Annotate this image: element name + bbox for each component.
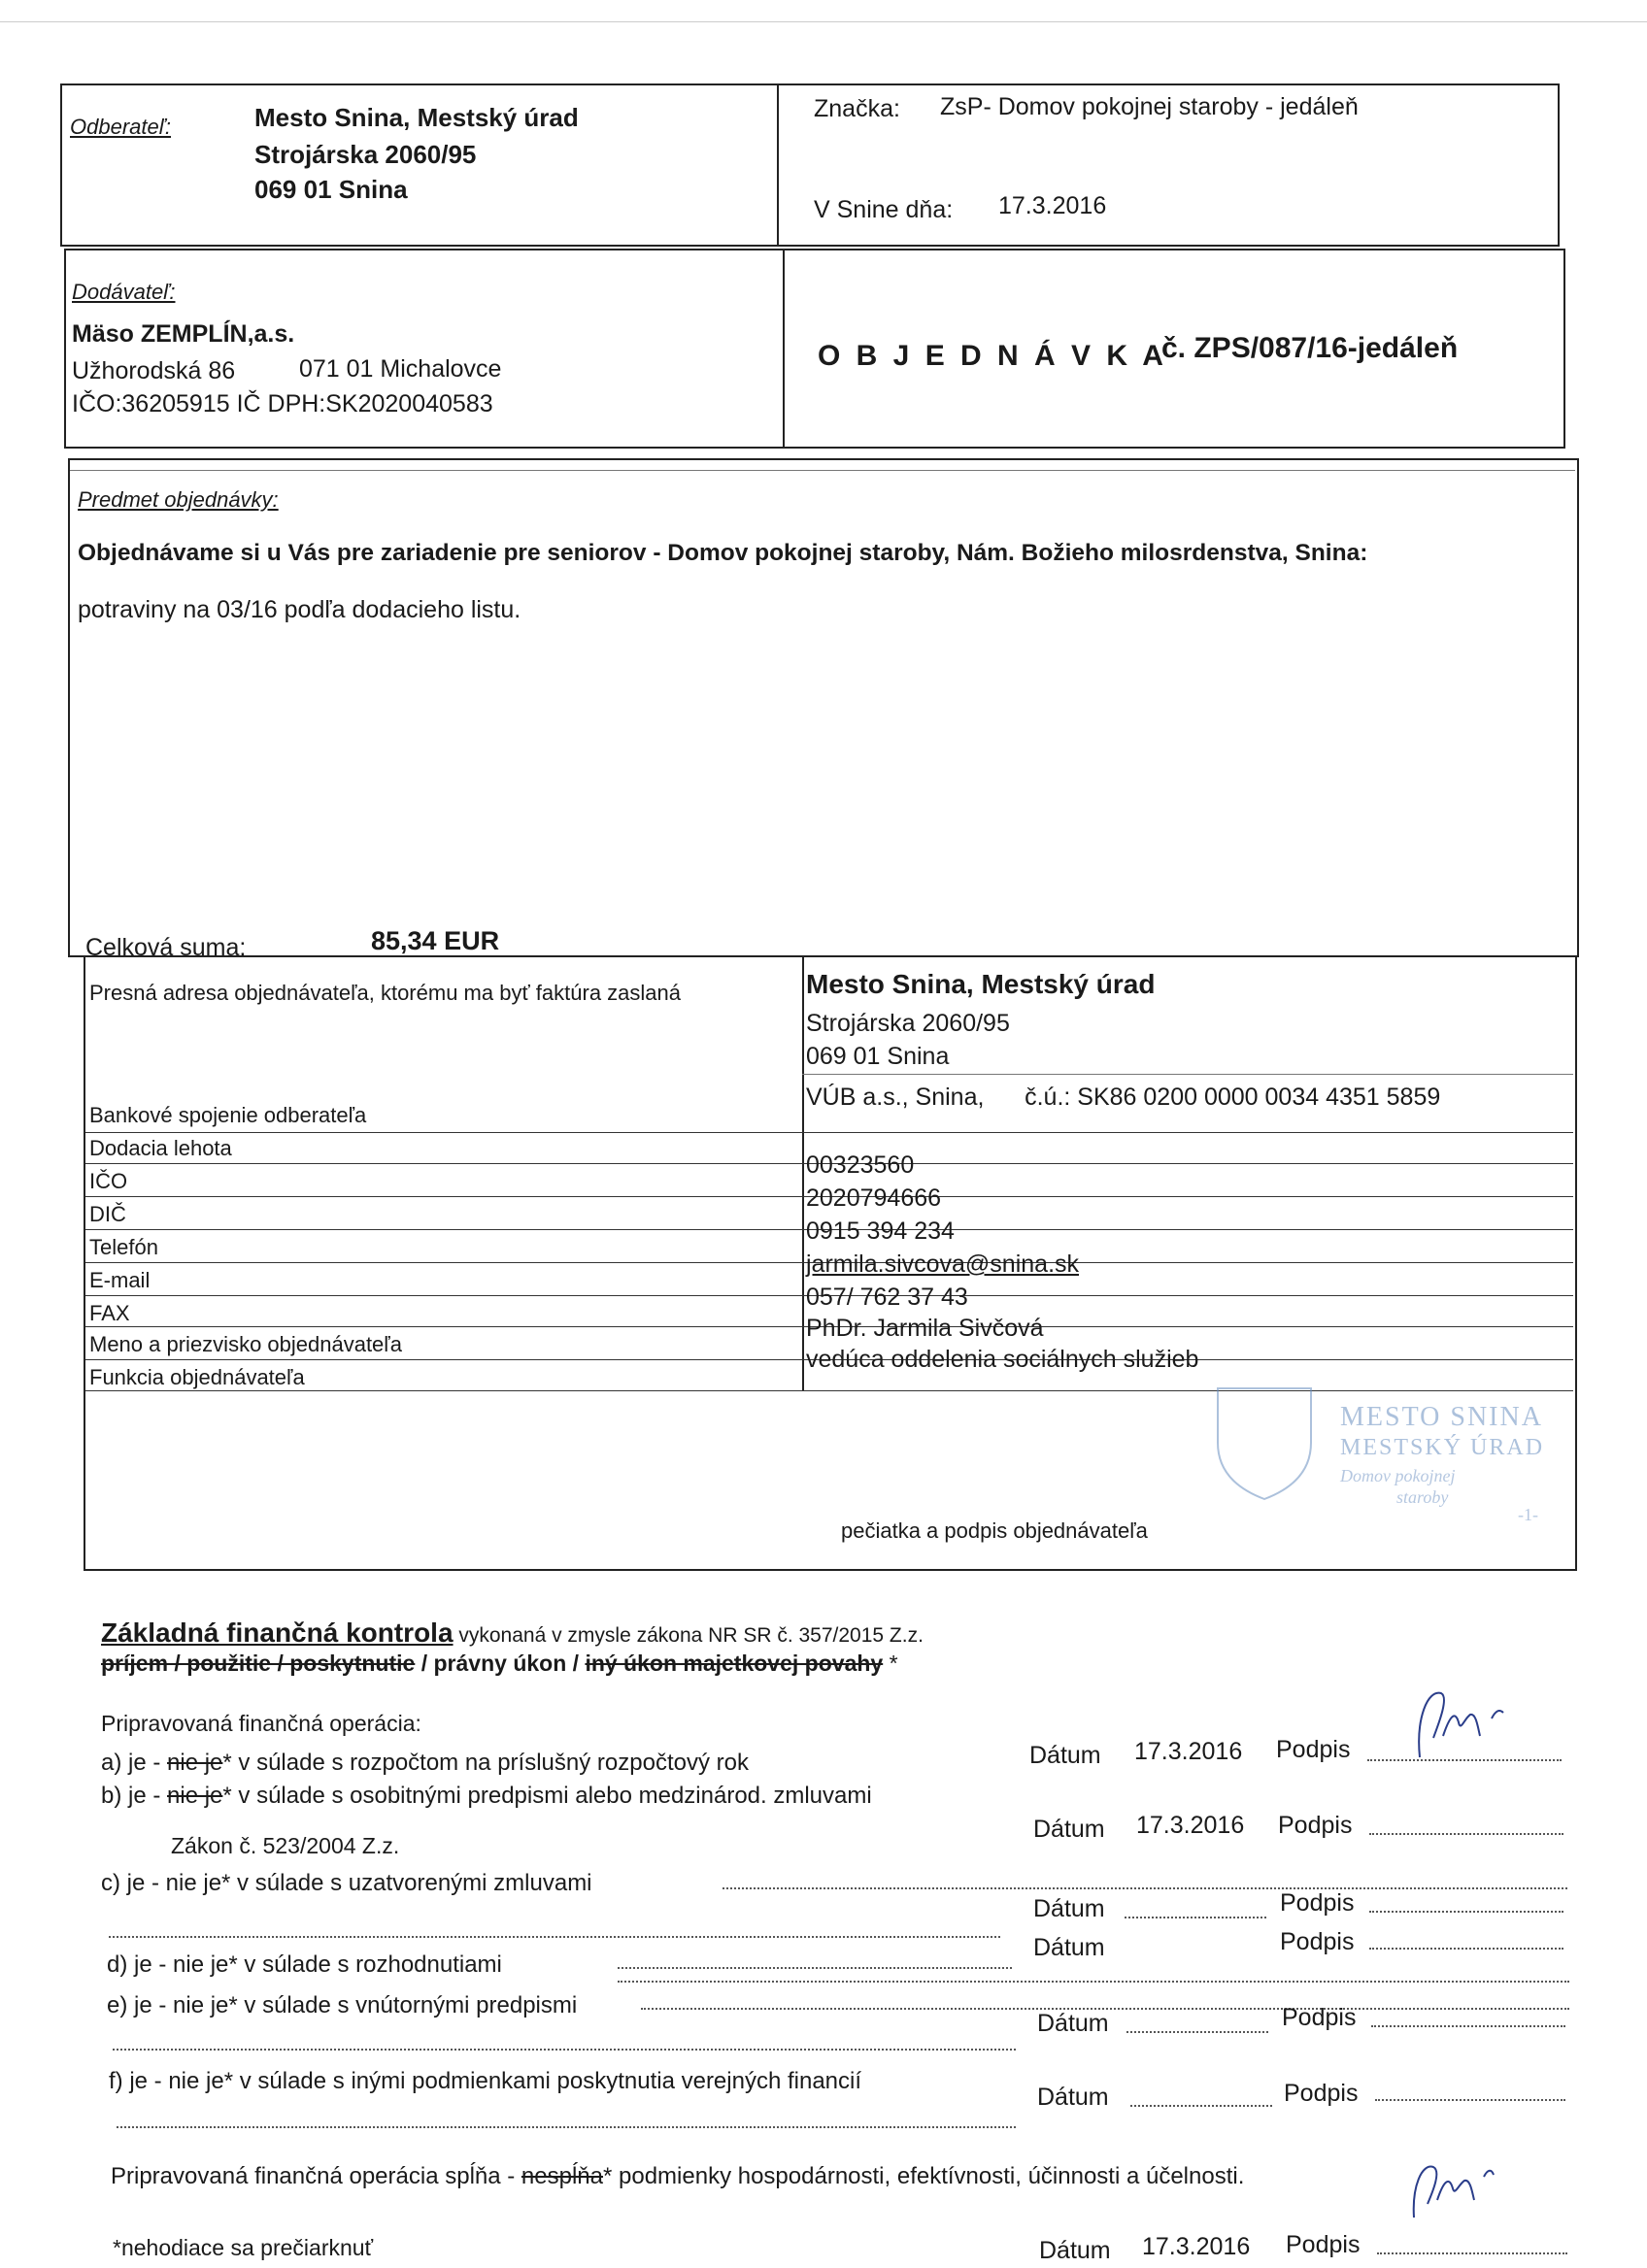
dotted-fill [723,1887,1567,1889]
stamp-text: staroby [1396,1487,1449,1507]
dotted-fill [113,2049,1016,2051]
row-value-phone: 0915 394 234 [806,1217,955,1245]
clause-b [101,1783,872,1810]
order-title: O B J E D N Á V K A [818,340,1167,372]
clause-d: d) je - nie je* v súlade s rozhodnutiami [107,1951,502,1978]
datum-label: Dátum [1033,1895,1105,1922]
row-label-function: Funkcia objednávateľa [89,1365,305,1389]
supplier-name: Mäso ZEMPLÍN,a.s. [72,320,295,348]
clause-c: c) je - nie je* v súlade s uzatvorenými zmluvami [101,1870,592,1896]
datum-label: Dátum [1033,1934,1105,1961]
clause-e: e) je - nie je* v súlade s vnútornými predpismi [107,1992,578,2018]
control-type-struck: príjem / použitie / poskytnutie [101,1651,416,1676]
subject-top-rule [70,470,1575,471]
control-title-line [101,1618,924,1649]
clause-prefix: a) je - [101,1750,168,1776]
stamp-text: MESTO SNINA [1340,1402,1543,1432]
datum-line [1126,2031,1268,2033]
clause-b-law: Zákon č. 523/2004 Z.z. [171,1833,400,1858]
signature-line [1375,2099,1565,2101]
clause-a [101,1750,749,1777]
address-rule [802,1074,1573,1075]
row-rule [85,1132,1573,1133]
datum-label: Dátum [1039,2237,1111,2264]
row-label-ico: IČO [89,1169,128,1193]
podpis-label: Podpis [1284,2080,1359,2107]
control-type-line [101,1651,898,1677]
signature-graphic [1398,2148,1515,2225]
date-value: 17.3.2016 [998,192,1107,219]
row-label-dic: DIČ [89,1202,126,1226]
dotted-fill [618,1967,1012,1969]
subject-line1: Objednávame si u Vás pre zariadenie pre seniorov - Domov pokojnej staroby, Nám. Božieho milosrdenstva, Snina: [78,540,1368,566]
row-value-dic: 2020794666 [806,1184,942,1212]
stamp [1212,1381,1581,1546]
odberatel-label: Odberateľ: [70,115,172,139]
address-street: Strojárska 2060/95 [806,1010,1010,1037]
final-prefix: Pripravovaná finančná operácia spĺňa - [111,2163,521,2189]
clause-text: * v súlade s rozpočtom na príslušný rozpočtový rok [222,1750,749,1776]
signature-graphic [1398,1680,1534,1767]
row-value-function: vedúca oddelenia sociálnych služieb [806,1346,1199,1373]
row-label-delivery: Dodacia lehota [89,1136,232,1160]
znacka-value: ZsP- Domov pokojnej staroby - jedáleň [940,93,1359,120]
final-text: * podmienky hospodárnosti, efektívnosti, účinnosti a účelnosti. [603,2163,1245,2189]
row-value-name: PhDr. Jarmila Sivčová [806,1315,1044,1342]
datum-value: 17.3.2016 [1136,1812,1245,1839]
control-title: Základná finančná kontrola [101,1618,454,1648]
final-statement [111,2163,1244,2190]
signature-line [1369,1833,1563,1835]
order-number: č. ZPS/087/16-jedáleň [1161,332,1459,364]
header-divider [777,83,779,245]
clause-struck: nie je [167,1783,223,1809]
datum-label: Dátum [1037,2010,1109,2037]
stamp-text: MESTSKÝ ÚRAD [1340,1435,1545,1460]
odberatel-street: Strojárska 2060/95 [254,140,477,169]
stamp-text: Domov pokojnej [1340,1466,1456,1485]
row-label-phone: Telefón [89,1235,158,1259]
row-label-name: Meno a priezvisko objednávateľa [89,1332,402,1356]
control-type-struck: iný úkon majetkovej povahy [585,1651,884,1676]
control-type-star: * [883,1651,898,1676]
subject-label: Predmet objednávky: [78,487,279,512]
total-value: 85,34 EUR [371,926,500,955]
prepared-label: Pripravovaná finančná operácia: [101,1711,421,1736]
podpis-label: Podpis [1278,1812,1353,1839]
address-label: Presná adresa objednávateľa, ktorému ma byť faktúra zaslaná [89,981,682,1005]
dotted-fill [618,1981,1569,1983]
footnote: *nehodiace sa prečiarknuť [113,2235,374,2260]
clause-struck: nie je [167,1750,223,1776]
clause-text: * v súlade s osobitnými predpismi alebo medzinárod. zmluvami [222,1783,872,1809]
datum-value: 17.3.2016 [1134,1738,1243,1765]
supplier-divider [783,250,785,447]
final-struck: nespĺňa [521,2163,603,2189]
control-type-mid: / právny úkon / [415,1651,586,1676]
znacka-label: Značka: [814,95,900,122]
podpis-label: Podpis [1282,2004,1357,2031]
podpis-label: Podpis [1280,1889,1355,1917]
datum-value: 17.3.2016 [1142,2233,1251,2260]
supplier-ids: IČO:36205915 IČ DPH:SK2020040583 [72,390,493,417]
datum-label: Dátum [1037,2084,1109,2111]
supplier-label: Dodávateľ: [72,280,176,304]
odberatel-name: Mesto Snina, Mestský úrad [254,103,579,132]
dotted-fill [109,1936,1000,1938]
scan-edge-line [0,21,1647,22]
address-name: Mesto Snina, Mestský úrad [806,969,1156,999]
total-label: Celková suma: [85,934,247,961]
supplier-street: Užhorodská 86 [72,357,236,384]
row-label-fax: FAX [89,1301,130,1325]
podpis-label: Podpis [1280,1928,1355,1955]
row-label-bank: Bankové spojenie odberateľa [89,1103,367,1127]
signature-line [1369,1948,1563,1950]
dotted-fill [117,2126,1016,2128]
signature-line [1377,2252,1567,2254]
row-label-email: E-mail [89,1268,151,1292]
datum-label: Dátum [1029,1742,1101,1769]
clause-f: f) je - nie je* v súlade s inými podmienkami poskytnutia verejných financií [109,2068,862,2094]
podpis-label: Podpis [1286,2231,1361,2258]
signature-line [1371,2025,1565,2027]
datum-label: Dátum [1033,1816,1105,1843]
date-label: V Snine dňa: [814,196,954,223]
row-value-email[interactable]: jarmila.sivcova@snina.sk [806,1251,1080,1278]
row-value-ico: 00323560 [806,1151,915,1179]
podpis-label: Podpis [1276,1736,1351,1763]
row-value-bank: VÚB a.s., Snina, č.ú.: SK86 0200 0000 0034 4351 5859 [806,1084,1441,1111]
subject-line2: potraviny na 03/16 podľa dodacieho listu. [78,596,521,623]
subject-box [68,458,1579,957]
address-city: 069 01 Snina [806,1043,950,1070]
row-value-fax: 057/ 762 37 43 [806,1284,968,1311]
datum-line [1125,1917,1266,1918]
stamp-caption: pečiatka a podpis objednávateľa [841,1518,1148,1543]
odberatel-city: 069 01 Snina [254,175,408,204]
clause-prefix: b) je - [101,1783,168,1809]
stamp-text: -1- [1518,1505,1538,1524]
datum-line [1130,2105,1272,2107]
control-title-rest: vykonaná v zmysle zákona NR SR č. 357/2015 Z.z. [453,1624,924,1647]
supplier-city: 071 01 Michalovce [299,355,502,383]
signature-line [1369,1911,1563,1913]
